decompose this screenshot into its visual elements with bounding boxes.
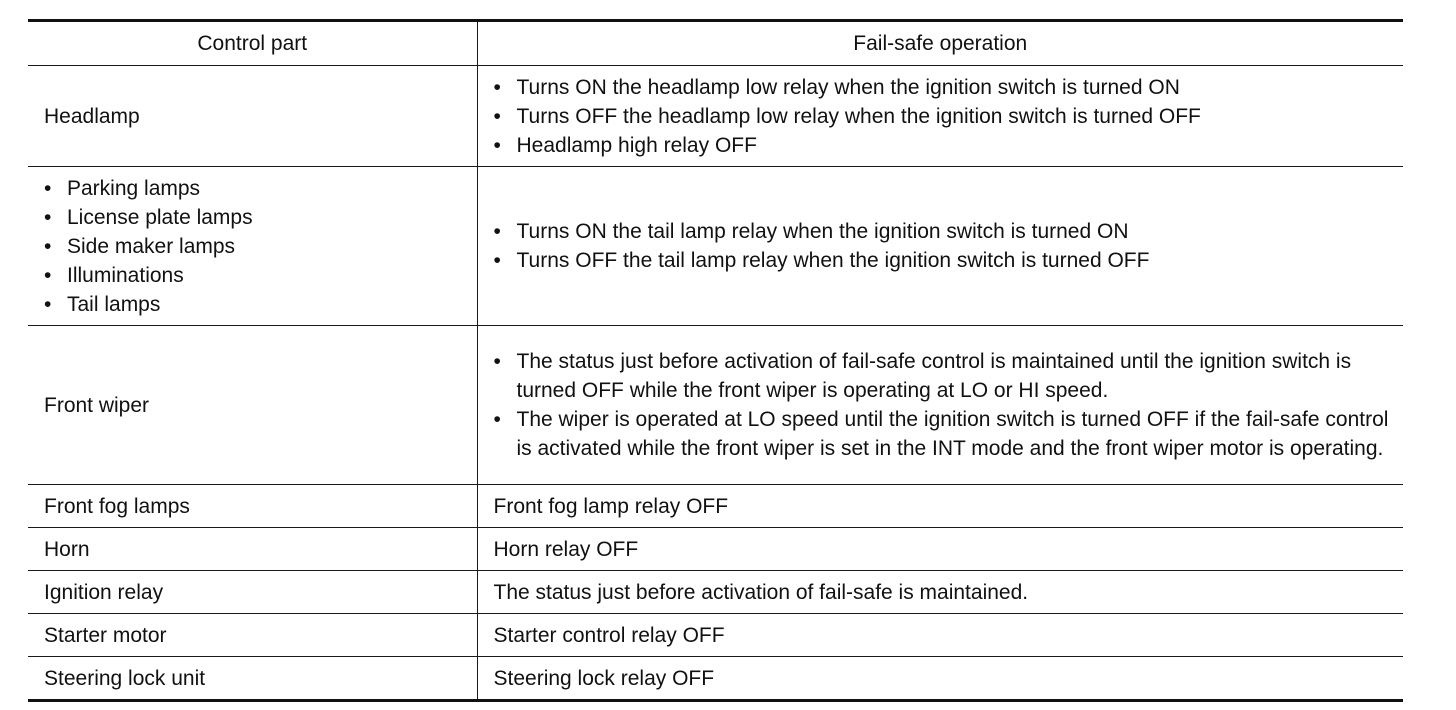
list-item: • Turns ON the tail lamp relay when the ignition switch is turned ON	[494, 217, 1394, 246]
operation-cell	[477, 167, 1403, 326]
header-fail-safe-operation: Fail-safe operation	[477, 21, 1403, 66]
list-item: • Parking lamps	[44, 174, 477, 203]
control-part-list	[44, 174, 477, 319]
control-part-cell: Front fog lamps	[28, 485, 477, 528]
operation-list	[494, 73, 1394, 160]
list-item: • The wiper is operated at LO speed until the ignition switch is turned OFF if the fail-safe control is activated while the front wiper is set in the INT mode and the front wiper motor is operating.	[494, 405, 1394, 463]
list-item: • Tail lamps	[44, 290, 477, 319]
operation-cell	[477, 66, 1403, 167]
table-row-front-wiper	[28, 326, 1403, 485]
operation-cell: Front fog lamp relay OFF	[477, 485, 1403, 528]
list-item: • Turns ON the headlamp low relay when the ignition switch is turned ON	[494, 73, 1394, 102]
table-row-parking-lamps	[28, 167, 1403, 326]
table-header-row	[28, 21, 1403, 66]
control-part-cell	[28, 167, 477, 326]
failsafe-table	[28, 19, 1403, 702]
list-item: • The status just before activation of fail-safe control is maintained until the ignition switch is turned OFF while the front wiper is operating at LO or HI speed.	[494, 347, 1394, 405]
control-part-cell: Starter motor	[28, 614, 477, 657]
list-item: • Side maker lamps	[44, 232, 477, 261]
list-item: • Illuminations	[44, 261, 477, 290]
operation-list	[494, 347, 1394, 463]
control-part-cell: Front wiper	[28, 326, 477, 485]
operation-cell: Horn relay OFF	[477, 528, 1403, 571]
control-part-cell: Headlamp	[28, 66, 477, 167]
table-row-steering-lock-unit	[28, 657, 1403, 701]
table-row-front-fog-lamps	[28, 485, 1403, 528]
operation-cell: Starter control relay OFF	[477, 614, 1403, 657]
table-row-ignition-relay	[28, 571, 1403, 614]
operation-cell: Steering lock relay OFF	[477, 657, 1403, 701]
operation-cell: The status just before activation of fail-safe is maintained.	[477, 571, 1403, 614]
control-part-cell: Steering lock unit	[28, 657, 477, 701]
control-part-cell: Ignition relay	[28, 571, 477, 614]
list-item: • Turns OFF the tail lamp relay when the ignition switch is turned OFF	[494, 246, 1394, 275]
control-part-cell: Horn	[28, 528, 477, 571]
list-item: • Headlamp high relay OFF	[494, 131, 1394, 160]
list-item: • Turns OFF the headlamp low relay when the ignition switch is turned OFF	[494, 102, 1394, 131]
table-row-horn	[28, 528, 1403, 571]
list-item: • License plate lamps	[44, 203, 477, 232]
table-row-starter-motor	[28, 614, 1403, 657]
operation-list	[494, 217, 1394, 275]
header-control-part: Control part	[28, 21, 477, 66]
operation-cell	[477, 326, 1403, 485]
table-row-headlamp	[28, 66, 1403, 167]
